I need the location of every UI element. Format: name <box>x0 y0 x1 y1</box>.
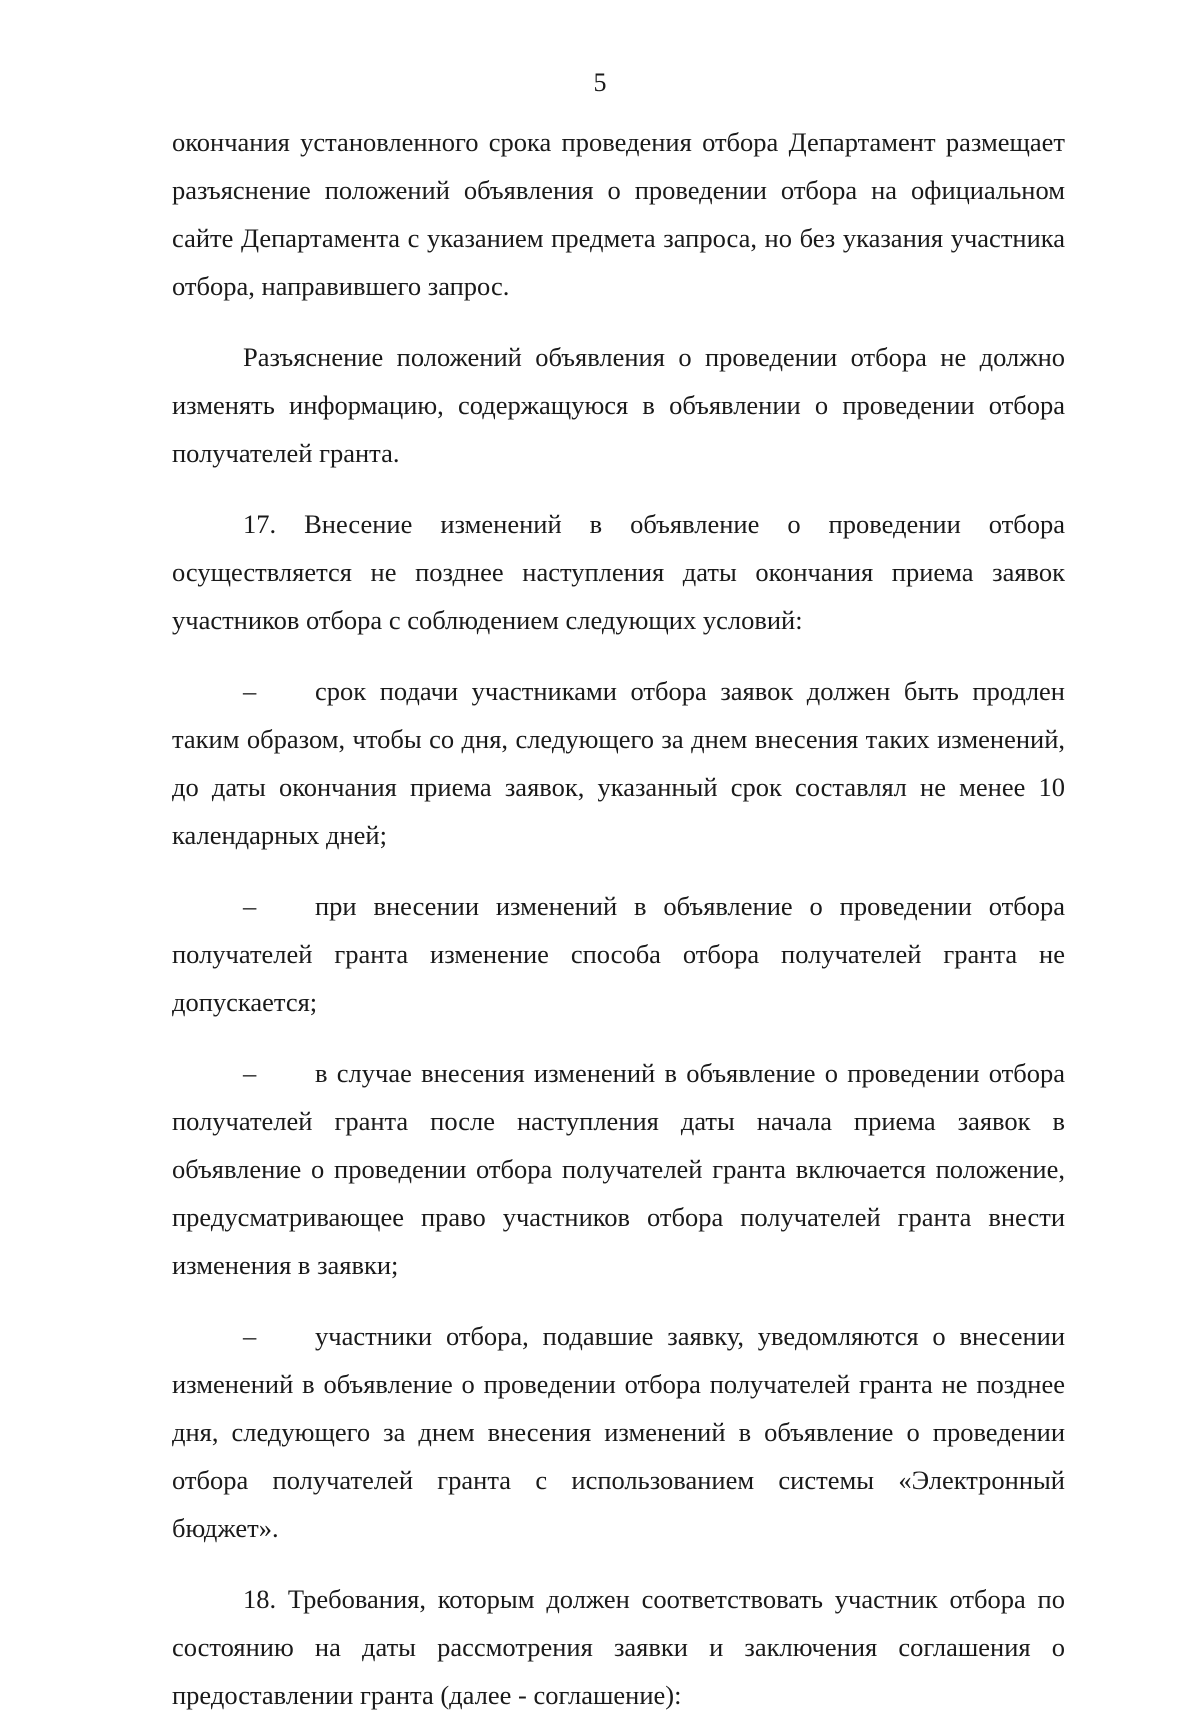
list-item <box>172 1049 1065 1289</box>
paragraph-item-18: 18. Требования, которым должен соответствовать участник отбора по состоянию на даты рассмотрения заявки и заключения соглашения о предоставлении гранта (далее - соглашение): <box>172 1584 1065 1710</box>
paragraph-continuation: окончания установленного срока проведения отбора Департамент размещает разъяснение положений объявления о проведении отбора на официальном сайте Департамента с указанием предмета запроса, но без указания участника отбора, направившего запрос. <box>172 127 1065 301</box>
dash-marker: – <box>243 1321 257 1351</box>
dash-marker: – <box>243 1058 257 1088</box>
list-item-text: участники отбора, подавшие заявку, уведомляются о внесении изменений в объявление о проведении отбора получателей гранта не позднее дня, следующего за днем внесения изменений в объявление о проведении отбора получателей гранта с использованием системы «Электронный бюджет». <box>172 1321 1065 1543</box>
paragraph-clarification: Разъяснение положений объявления о проведении отбора не должно изменять информацию, содержащуюся в объявлении о проведении отбора получателей гранта. <box>172 342 1065 468</box>
list-item-text: срок подачи участниками отбора заявок должен быть продлен таким образом, чтобы со дня, следующего за днем внесения таких изменений, до даты окончания приема заявок, указанный срок составлял не менее 10 календарных дней; <box>172 676 1065 850</box>
dash-marker: – <box>243 676 257 706</box>
list-item <box>172 667 1065 859</box>
page-number: 5 <box>593 68 607 97</box>
list-item-text: при внесении изменений в объявление о проведении отбора получателей гранта изменение способа отбора получателей гранта не допускается; <box>172 891 1065 1017</box>
paragraph-item-17: 17. Внесение изменений в объявление о проведении отбора осуществляется не позднее наступления даты окончания приема заявок участников отбора с соблюдением следующих условий: <box>172 509 1065 635</box>
list-item-text: в случае внесения изменений в объявление о проведении отбора получателей гранта после наступления даты начала приема заявок в объявление о проведении отбора получателей гранта включается положение, предусматривающее право участников отбора получателей гранта внести изменения в заявки; <box>172 1058 1065 1280</box>
list-item <box>172 882 1065 1026</box>
document-body <box>172 118 1065 1719</box>
list-item <box>172 1312 1065 1552</box>
dash-marker: – <box>243 891 257 921</box>
